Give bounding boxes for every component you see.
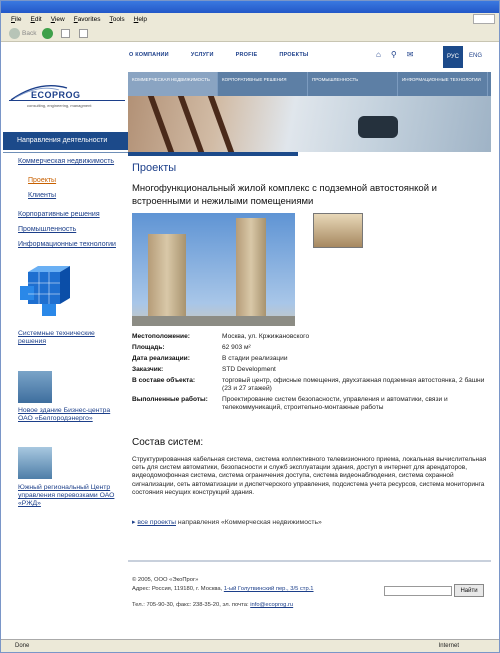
home-icon[interactable]: ⌂ [376,50,381,59]
project-thumbnail[interactable] [313,213,363,248]
info-row [132,396,487,412]
sidebar-item-industry[interactable]: Промышленность [18,226,77,233]
menu-file[interactable]: File [11,15,22,23]
search-icon[interactable]: ⚲ [390,50,397,59]
email-link[interactable]: info@ecoprog.ru [250,602,294,608]
info-row [132,355,487,363]
ecoprog-logo[interactable] [9,74,127,119]
phone-prefix: Тел.: 705-90-30, факс: 238-35-20, эл. почта: [132,602,251,608]
section-title: Проекты [132,162,177,174]
promo-systems-link[interactable]: Системные технические решения [18,330,95,345]
info-row [132,333,487,341]
sidebar-heading: Направления деятельности [3,132,128,150]
info-key: В составе объекта: [132,377,196,384]
back-button[interactable] [9,28,36,39]
rzd-center-thumbnail[interactable] [18,447,52,479]
promo-belgorod-link[interactable]: Новое здание Бизнес-центра ОАО «Белгородэнерго» [18,407,111,422]
all-projects-link[interactable]: все проекты [137,519,176,526]
search-input[interactable] [384,586,452,596]
info-value: В стадии реализации [222,355,288,362]
sidebar-divider [3,152,128,153]
footer [132,576,314,610]
all-projects-suffix: направления «Коммерческая недвижимость» [175,519,322,526]
browser-toolbar [1,25,499,42]
content-top-bar [128,152,298,156]
back-label: Back [22,29,37,37]
subnav-industry[interactable]: ПРОМЫШЛЕННОСТЬ [308,72,398,96]
sidebar-item-commercial[interactable]: Коммерческая недвижимость [18,158,115,165]
info-value: 62 903 м² [222,344,251,351]
systems-heading: Состав систем: [132,437,204,448]
info-key: Дата реализации: [132,355,190,362]
forward-button[interactable] [42,28,55,39]
all-projects-line [132,518,322,526]
topnav-services[interactable]: УСЛУГИ [190,52,214,58]
refresh-button[interactable] [79,29,91,38]
status-text: Done [15,643,30,649]
windows-flag-icon [473,14,495,24]
promo-rzd-link[interactable]: Южный региональный Центр управления перевозками ОАО «РЖД» [18,484,115,507]
info-row [132,377,487,393]
logo-name: ECOPROG [31,90,81,100]
info-key: Выполненные работы: [132,396,208,403]
sidebar-item-projects[interactable]: Проекты [28,177,57,184]
lang-ru-button[interactable]: РУС [443,46,463,68]
info-row [132,344,487,352]
forward-arrow-icon [42,28,53,39]
title-bar [1,1,499,13]
info-value: торговый центр, офисные помещения, двухэтажная подземная автостоянка, 2 башни (23 и 27 этажей) [222,377,485,392]
menu-help[interactable]: Help [133,15,148,23]
top-icons [376,50,423,59]
security-zone: Internet [438,643,459,649]
info-key: Площадь: [132,344,165,351]
back-arrow-icon [9,28,20,39]
topnav-company[interactable]: О КОМПАНИИ [129,52,169,58]
contact-line [132,601,314,610]
cubes-promo-image[interactable] [18,266,73,321]
footer-divider [128,560,491,562]
subnav-commercial[interactable]: КОММЕРЧЕСКАЯ НЕДВИЖИМОСТЬ [128,72,218,96]
menu-tools[interactable]: Tools [109,15,125,23]
section-navigation [128,72,491,96]
info-row [132,366,487,374]
info-key: Заказчик: [132,366,164,373]
lang-en-button[interactable]: ENG [469,53,483,59]
search-button[interactable]: Найти [454,584,484,597]
camera-image [358,116,398,138]
status-bar [1,639,499,652]
topnav-profie[interactable]: PROFIE [235,52,258,58]
sidebar-item-corporate[interactable]: Корпоративные решения [18,211,100,218]
project-photo [132,213,295,326]
hero-banner-image [128,96,491,152]
logo-tagline: consulting, engineering, managment [27,103,92,108]
menu-view[interactable]: View [50,15,65,23]
info-value: Проектирование систем безопасности, управления и автоматики, связи и телекоммуникаций, строительно-монтажные работы [222,396,448,411]
bullet-arrow-icon: ▸ [132,519,138,526]
sidebar-item-it[interactable]: Информационные технологии [18,241,116,248]
belgorod-building-thumbnail[interactable] [18,371,52,403]
stop-button[interactable] [61,29,73,38]
address-link[interactable]: 1-ый Голутвинский пер., 3/5 стр.1 [223,586,314,592]
mail-icon[interactable]: ✉ [406,50,414,59]
copyright: © 2005, ООО «ЭкоПрог» [132,577,199,583]
top-navigation [129,52,330,58]
sidebar-item-clients[interactable]: Клиенты [28,192,57,199]
project-info [132,333,487,415]
info-value: Москва, ул. Кржижановского [222,333,310,340]
info-key: Местоположение: [132,333,190,340]
logo-divider [9,100,125,101]
stop-icon [61,29,70,38]
page-content [1,42,499,641]
systems-text: Структурированная кабельная система, система коллективного телевизионного приема, локальная вычислительная сеть для систем автоматики, безопасности и служб эксплуатации здания, доступ в интернет для арендаторов, видеодомофонная система, система ограничения доступа, система видеонаблюдения, система охранной сигнализации, сеть автоматизации и диспетчерского управления, подсистема учета ресурсов, система мониторинга состояния несущих конструкций здания. [132,456,487,496]
refresh-icon [79,29,88,38]
info-value: STD Development [222,366,276,373]
menu-edit[interactable]: Edit [30,15,42,23]
address-prefix: Адрес: Россия, 119180, г. Москва, [132,586,224,592]
subnav-it[interactable]: ИНФОРМАЦИОННЫЕ ТЕХНОЛОГИИ [398,72,488,96]
subnav-corporate[interactable]: КОРПОРАТИВНЫЕ РЕШЕНИЯ [218,72,308,96]
menu-bar [1,13,499,25]
address-line [132,585,314,594]
topnav-projects[interactable]: ПРОЕКТЫ [279,52,309,58]
menu-favorites[interactable]: Favorites [73,15,101,23]
project-title: Многофункциональный жилой комплекс с подземной автостоянкой и встроенными и нежилыми помещениями [132,183,437,207]
